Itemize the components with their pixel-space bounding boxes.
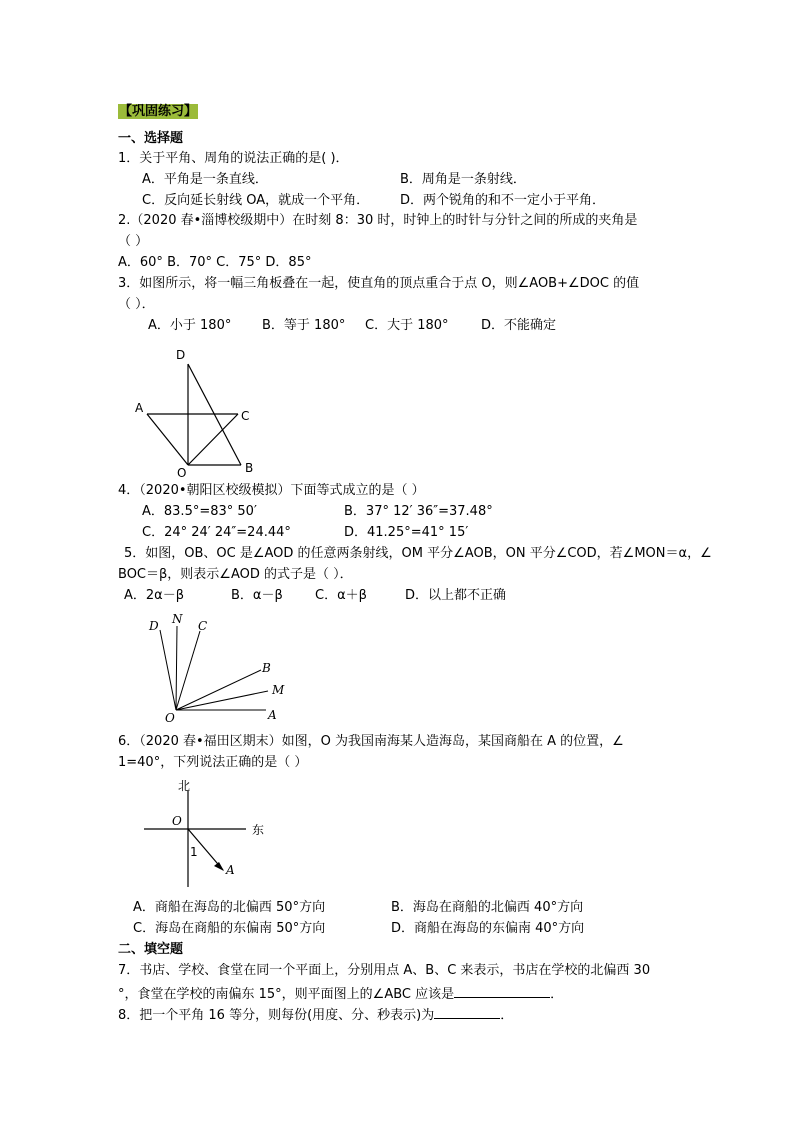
q4-option-a: A．83.5°=83° 50′ — [142, 504, 257, 519]
q1-stem: 1．关于平角、周角的说法正确的是( )． — [118, 151, 349, 166]
section-tag: 【巩固练习】 — [119, 104, 198, 119]
q5-line1: 5．如图，OB、OC 是∠AOD 的任意两条射线，OM 平分∠AOB，ON 平分∠COD，若∠MON＝α，∠ — [124, 546, 712, 561]
q8-answer-blank[interactable] — [434, 1005, 500, 1019]
q6-label-east: 东 — [252, 823, 265, 837]
q7-answer-blank[interactable] — [454, 984, 550, 998]
q5-option-a: A．2α－β — [124, 588, 185, 603]
q3-label-d: D — [176, 348, 186, 362]
q3-option-d: D．不能确定 — [481, 318, 557, 333]
q6-label-north: 北 — [178, 779, 191, 793]
q8-end: ． — [500, 1008, 514, 1023]
q1-option-a: A．平角是一条直线． — [142, 172, 268, 187]
q3-option-b: B．等于 180° — [262, 318, 346, 333]
q3-stem: 3．如图所示，将一幅三角板叠在一起，使直角的顶点重合于点 O，则∠AOB+∠DOC 的值 — [118, 276, 640, 291]
q6-label-a: A — [226, 863, 235, 877]
q4-option-d: D．41.25°=41° 15′ — [344, 525, 469, 540]
q6-option-c: C．海岛在商船的东偏南 50°方向 — [133, 921, 326, 936]
q5-label-o: O — [165, 711, 175, 725]
q6-option-b: B．海岛在商船的北偏西 40°方向 — [391, 900, 584, 915]
q7-line2-row — [118, 984, 563, 1003]
q3-option-a: A．小于 180° — [148, 318, 232, 333]
q1-option-d: D．两个锐角的和不一定小于平角． — [400, 193, 606, 208]
q5-label-d: D — [149, 619, 159, 633]
q2-paren: （ ） — [118, 234, 149, 249]
q1-option-c: C．反向延长射线 OA，就成一个平角． — [142, 193, 370, 208]
q6-label-angle-1: 1 — [190, 845, 198, 859]
q3-label-o: O — [177, 466, 187, 480]
q5-option-b: B．α－β — [231, 588, 283, 603]
q4-option-c: C．24° 24′ 24″=24.44° — [142, 525, 291, 540]
q6-arrow-head-icon — [214, 862, 224, 871]
q5-label-n: N — [172, 612, 183, 626]
q6-label-o: O — [172, 814, 182, 828]
q5-line2: BOC＝β，则表示∠AOD 的式子是（ ）． — [118, 567, 353, 582]
q1-option-b: B．周角是一条射线． — [400, 172, 526, 187]
q7-line2: °，食堂在学校的南偏东 15°，则平面图上的∠ABC 应该是 — [118, 987, 455, 1002]
q8-text: 8．把一个平角 16 等分，则每份(用度、分、秒表示)为 — [118, 1008, 435, 1023]
q3-label-c: C — [241, 409, 250, 423]
q6-option-d: D．商船在海岛的东偏南 40°方向 — [391, 921, 585, 936]
q5-option-c: C．α＋β — [315, 588, 367, 603]
q2-options: A．60° B．70° C．75° D．85° — [118, 255, 312, 270]
q5-label-m: M — [272, 683, 285, 697]
q6-line2: 1=40°，下列说法正确的是（ ） — [118, 755, 308, 770]
q7-line1: 7．书店、学校、食堂在同一个平面上，分别用点 A、B、C 来表示，书店在学校的北偏西 30 — [118, 963, 651, 978]
q6-line1: 6．（2020 春•福田区期末）如图，O 为我国南海某人造海岛，某国商船在 A 的位置，∠ — [118, 734, 624, 749]
q3-paren: （ ）． — [118, 297, 155, 312]
q3-label-a: A — [135, 401, 144, 415]
q6-option-a: A．商船在海岛的北偏西 50°方向 — [133, 900, 326, 915]
q4-option-b: B．37° 12′ 36″=37.48° — [344, 504, 493, 519]
q5-option-d: D．以上都不正确 — [405, 588, 507, 603]
q5-label-a: A — [268, 708, 277, 722]
q4-stem: 4．（2020•朝阳区校级模拟）下面等式成立的是（ ） — [118, 483, 425, 498]
q8-row — [118, 1005, 513, 1024]
q7-end: ． — [550, 987, 564, 1002]
q2-stem: 2.（2020 春•淄博校级期中）在时刻 8：30 时，时钟上的时针与分针之间的所成的夹角是 — [118, 213, 638, 228]
q3-label-b: B — [245, 461, 254, 475]
part1-title: 一、选择题 — [118, 131, 184, 146]
part2-title: 二、填空题 — [118, 942, 184, 957]
q5-label-b: B — [262, 661, 271, 675]
q3-option-c: C．大于 180° — [365, 318, 449, 333]
q5-label-c: C — [198, 619, 208, 633]
